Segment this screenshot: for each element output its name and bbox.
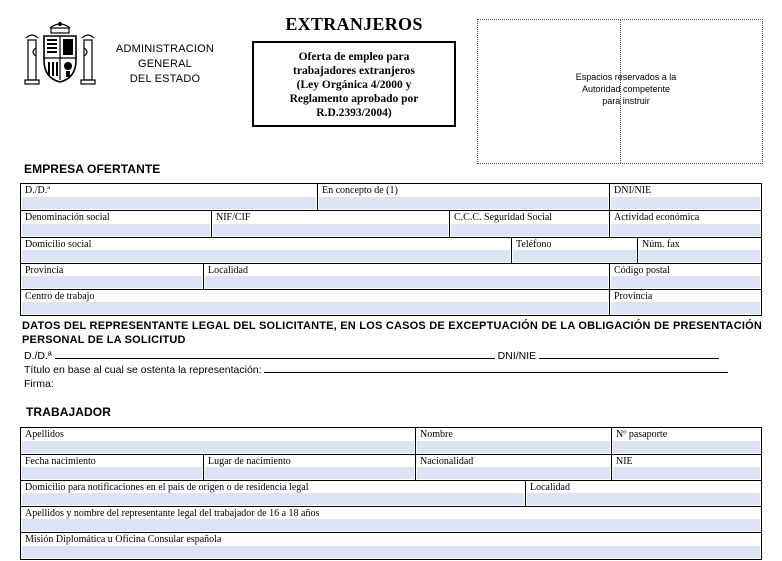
empresa-provincia-field[interactable]: Provincia [21, 264, 203, 289]
empresa-row [21, 263, 761, 289]
representante-dni-label: DNI/NIE [497, 350, 537, 362]
empresa-denominacion-field[interactable]: Denominación social [21, 211, 211, 237]
representante-dd-input[interactable] [55, 350, 495, 359]
empresa-centro-trabajo-field[interactable]: Centro de trabajo [21, 290, 609, 315]
trabajador-table [20, 427, 762, 560]
empresa-localidad-field[interactable]: Localidad [203, 264, 609, 289]
page-title: EXTRANJEROS [285, 14, 423, 34]
trabajador-row [21, 454, 761, 480]
administracion-label: ADMINISTRACION GENERAL DEL ESTADO [115, 43, 215, 85]
trabajador-section-title: TRABAJADOR [26, 405, 111, 419]
trabajador-row [21, 480, 761, 506]
representante-titulo-label: Título en base al cual se ostenta la representación: [24, 364, 262, 376]
representante-dni-input[interactable] [539, 350, 719, 359]
trabajador-nacionalidad-field[interactable]: Nacionalidad [415, 455, 611, 480]
representante-firma-line [24, 378, 54, 391]
empresa-dni-field[interactable]: DNI/NIE [609, 184, 761, 210]
trabajador-domicilio-field[interactable]: Domicilio para notificaciones en el país de origen o de residencia legal [21, 481, 525, 506]
form-title-box: Oferta de empleo para trabajadores extranjeros (Ley Orgánica 4/2000 y Reglamento aprobado por R.D.2393/2004) [252, 41, 456, 127]
trabajador-pasaporte-field[interactable]: Nº pasaporte [611, 428, 761, 454]
trabajador-fecha-nacimiento-field[interactable]: Fecha nacimiento [21, 455, 203, 480]
empresa-row [21, 184, 761, 210]
trabajador-lugar-nacimiento-field[interactable]: Lugar de nacimiento [203, 455, 415, 480]
trabajador-mision-diplomatica-field[interactable]: Misión Diplomática u Oficina Consular española [21, 533, 761, 559]
empresa-centro-provincia-field[interactable]: Provincia [609, 290, 761, 315]
trabajador-localidad-field[interactable]: Localidad [525, 481, 761, 506]
trabajador-nombre-field[interactable]: Nombre [415, 428, 611, 454]
empresa-dd-field[interactable]: D./D.ª [21, 184, 317, 210]
representante-firma-label: Firma: [24, 378, 54, 390]
empresa-row [21, 289, 761, 315]
trabajador-row [21, 506, 761, 532]
reserved-text: Espacios reservados a la Autoridad competente para instruir [575, 72, 677, 106]
coat-of-arms-icon [24, 18, 96, 98]
empresa-section-title: EMPRESA OFERTANTE [24, 162, 161, 176]
empresa-concepto-field[interactable]: En concepto de (1) [317, 184, 609, 210]
empresa-domicilio-field[interactable]: Domicilio social [21, 238, 511, 263]
empresa-row [21, 210, 761, 237]
empresa-row [21, 237, 761, 263]
trabajador-apellidos-field[interactable]: Apellidos [21, 428, 415, 454]
representante-titulo-input[interactable] [264, 364, 728, 373]
empresa-ccc-field[interactable]: C.C.C. Seguridad Social [449, 211, 609, 237]
trabajador-row [21, 428, 761, 454]
empresa-telefono-field[interactable]: Teléfono [511, 238, 637, 263]
empresa-table [20, 183, 762, 316]
representante-section-title: DATOS DEL REPRESENTANTE LEGAL DEL SOLICITANTE, EN LOS CASOS DE EXCEPTUACIÓN DE LA OBLIGACIÓN DE PRESENTACIÓN PERSONAL DE LA SOLICITUD [22, 320, 762, 346]
representante-dd-label: D./D.ª [24, 350, 52, 362]
representante-dd-line [24, 350, 719, 363]
trabajador-nie-field[interactable]: NIE [611, 455, 761, 480]
empresa-fax-field[interactable]: Núm. fax [637, 238, 761, 263]
reserved-authority-space [477, 19, 763, 164]
representante-titulo-line [24, 364, 728, 377]
empresa-actividad-field[interactable]: Actividad económica [609, 211, 761, 237]
empresa-nif-field[interactable]: NIF/CIF [211, 211, 449, 237]
trabajador-row [21, 532, 761, 559]
empresa-codigo-postal-field[interactable]: Código postal [609, 264, 761, 289]
trabajador-representante-legal-field[interactable]: Apellidos y nombre del representante legal del trabajador de 16 a 18 años [21, 507, 761, 532]
